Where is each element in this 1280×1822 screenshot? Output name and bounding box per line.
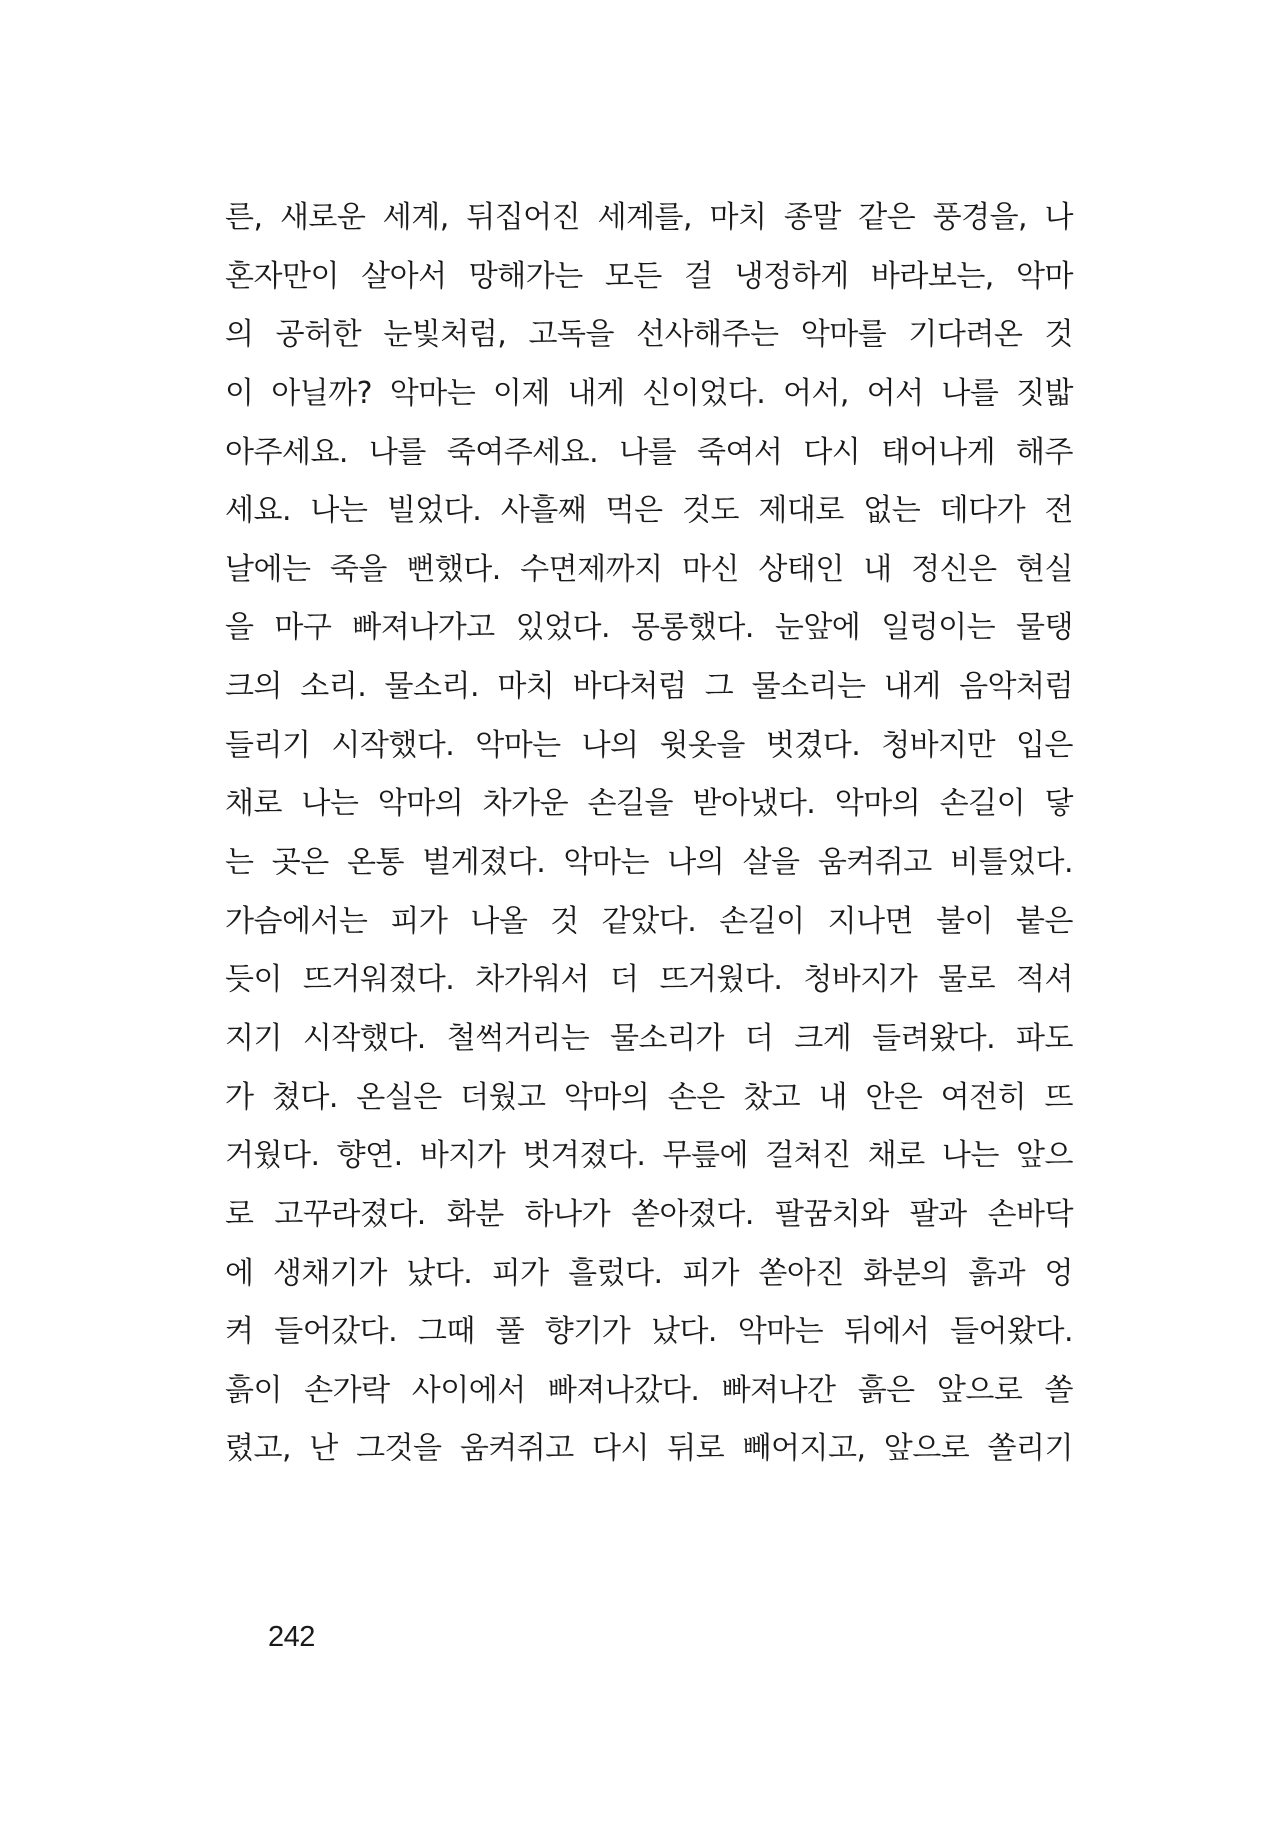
text-line-22: 렸고, 난 그것을 움켜쥐고 다시 뒤로 빼어지고, 앞으로 쏠리기 bbox=[225, 1431, 1073, 1467]
text-line-1: 른, 새로운 세계, 뒤집어진 세계를, 마치 종말 같은 풍경을, 나 bbox=[225, 200, 1073, 235]
text-line-21: 흙이 손가락 사이에서 빠져나갔다. 빠져나간 흙은 앞으로 쏠 bbox=[225, 1372, 1073, 1408]
text-line-5: 아주세요. 나를 죽여주세요. 나를 죽여서 다시 태어나게 해주 bbox=[225, 434, 1073, 470]
text-line-2: 혼자만이 살아서 망해가는 모든 걸 냉정하게 바라보는, 악마 bbox=[225, 258, 1073, 294]
text-line-12: 는 곳은 온통 벌게졌다. 악마는 나의 살을 움켜쥐고 비틀었다. bbox=[225, 845, 1073, 881]
page-number: 242 bbox=[268, 1621, 315, 1653]
text-line-13: 가슴에서는 피가 나올 것 같았다. 손길이 지나면 불이 붙은 bbox=[225, 903, 1073, 939]
text-line-6: 세요. 나는 빌었다. 사흘째 먹은 것도 제대로 없는 데다가 전 bbox=[225, 493, 1073, 529]
text-line-4: 이 아닐까? 악마는 이제 내게 신이었다. 어서, 어서 나를 짓밟 bbox=[225, 375, 1073, 411]
text-line-20: 켜 들어갔다. 그때 풀 향기가 났다. 악마는 뒤에서 들어왔다. bbox=[225, 1314, 1073, 1350]
text-line-7: 날에는 죽을 뻔했다. 수면제까지 마신 상태인 내 정신은 현실 bbox=[225, 551, 1073, 587]
text-line-8: 을 마구 빠져나가고 있었다. 몽롱했다. 눈앞에 일렁이는 물탱 bbox=[225, 610, 1073, 646]
text-line-3: 의 공허한 눈빛처럼, 고독을 선사해주는 악마를 기다려온 것 bbox=[225, 317, 1073, 353]
text-line-14: 듯이 뜨거워졌다. 차가워서 더 뜨거웠다. 청바지가 물로 적셔 bbox=[225, 962, 1073, 998]
text-line-9: 크의 소리. 물소리. 마치 바다처럼 그 물소리는 내게 음악처럼 bbox=[225, 669, 1073, 705]
body-text bbox=[225, 196, 1073, 1486]
text-line-11: 채로 나는 악마의 차가운 손길을 받아냈다. 악마의 손길이 닿 bbox=[225, 786, 1073, 822]
text-line-19: 에 생채기가 났다. 피가 흘렀다. 피가 쏟아진 화분의 흙과 엉 bbox=[225, 1255, 1073, 1291]
text-line-17: 거웠다. 향연. 바지가 벗겨졌다. 무릎에 걸쳐진 채로 나는 앞으 bbox=[225, 1138, 1073, 1174]
text-line-15: 지기 시작했다. 철썩거리는 물소리가 더 크게 들려왔다. 파도 bbox=[225, 1020, 1073, 1056]
text-line-10: 들리기 시작했다. 악마는 나의 윗옷을 벗겼다. 청바지만 입은 bbox=[225, 727, 1073, 763]
text-line-16: 가 쳤다. 온실은 더웠고 악마의 손은 찼고 내 안은 여전히 뜨 bbox=[225, 1079, 1073, 1115]
text-line-18: 로 고꾸라졌다. 화분 하나가 쏟아졌다. 팔꿈치와 팔과 손바닥 bbox=[225, 1196, 1073, 1232]
